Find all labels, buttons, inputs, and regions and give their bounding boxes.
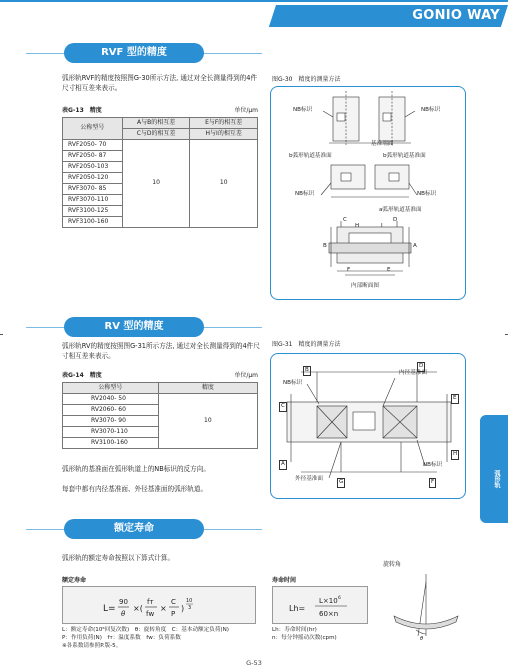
table13-caption: 表G-13 精度 bbox=[62, 107, 102, 114]
fig30-letter: F bbox=[347, 267, 351, 273]
table14 bbox=[62, 382, 258, 449]
life-note-line: ※各系数请参照P.版-5。 bbox=[62, 643, 122, 649]
fig31-letter: E bbox=[451, 394, 459, 404]
time-note-line: n：每分钟摇动次数(cpm) bbox=[272, 635, 337, 641]
fig30-b-left: b弧形轨道基准面 bbox=[289, 153, 332, 159]
svg-text:C: C bbox=[171, 598, 176, 606]
table13-header-ef: E与F的相互差 bbox=[190, 118, 258, 129]
fig30-nb-mid-left: NB标识 bbox=[295, 191, 315, 197]
fig30-nb-right: NB标识 bbox=[421, 107, 441, 113]
svg-text:10: 10 bbox=[186, 598, 193, 604]
side-tab-label: 弧形轨 bbox=[493, 470, 500, 488]
table13-value-ab: 10 bbox=[122, 140, 190, 228]
fig31-nb-bottom: NB标识 bbox=[423, 462, 443, 468]
table13-value-ef: 10 bbox=[190, 140, 258, 228]
life-note-line: L：额定寿命(10⁶回复次数) θ：旋转角度 C：基本动额定负荷(N) bbox=[62, 627, 229, 633]
table-row-model: RV3100-160 bbox=[63, 438, 159, 449]
table-row-model: RVF3070-110 bbox=[63, 195, 123, 206]
swing-angle-figure bbox=[380, 572, 464, 642]
swing-label: 旋转角 bbox=[383, 561, 402, 568]
table-row-model: RVF3070- 85 bbox=[63, 184, 123, 195]
time-note-line: Lh：寿命时间(hr) bbox=[272, 627, 317, 633]
time-notes bbox=[272, 626, 382, 642]
table14-unit: 单位/μm bbox=[234, 372, 258, 379]
time-label: 寿命时间 bbox=[272, 577, 297, 584]
fig30-letter: I bbox=[381, 223, 383, 229]
life-notes bbox=[62, 626, 272, 650]
fig30-letter: D bbox=[393, 217, 398, 223]
section3-title: 额定寿命 bbox=[64, 519, 204, 539]
side-tab[interactable] bbox=[480, 415, 508, 523]
svg-text:P: P bbox=[171, 610, 176, 618]
section1-paragraph: 弧形轨RVF的精度按照图G-30所示方法, 通过对全长测量得到的4件尺寸相互差来表示。 bbox=[62, 74, 258, 92]
life-label: 额定寿命 bbox=[62, 577, 87, 584]
fig30-caption: 图G-30 精度的测量方法 bbox=[272, 76, 341, 83]
table-row-model: RVF2050-103 bbox=[63, 162, 123, 173]
life-formula bbox=[63, 587, 257, 625]
table-row-model: RVF2050-120 bbox=[63, 173, 123, 184]
header-rule bbox=[0, 0, 508, 2]
fig30-b-right: b弧形轨道基准面 bbox=[383, 153, 426, 159]
svg-text:θ: θ bbox=[121, 610, 126, 618]
svg-text:): ) bbox=[181, 604, 185, 613]
table13-header-ab: A与B的相互差 bbox=[122, 118, 190, 129]
fig31-letter: G bbox=[337, 478, 345, 488]
table-row-model: RV3070- 90 bbox=[63, 416, 159, 427]
table-row-model: RVF3100-125 bbox=[63, 206, 123, 217]
fig31-nb-top: NB标识 bbox=[283, 380, 303, 386]
table-row-model: RV2040- 50 bbox=[63, 394, 159, 405]
table-row-model: RVF2050- 70 bbox=[63, 140, 123, 151]
table-row-model: RVF2050- 87 bbox=[63, 151, 123, 162]
svg-text:L=: L= bbox=[103, 604, 116, 614]
fig30-section-title: 内部断面图 bbox=[351, 283, 379, 289]
svg-text:L×10: L×10 bbox=[319, 597, 338, 605]
section2-title: RV 型的精度 bbox=[64, 317, 204, 337]
svg-text:×(: ×( bbox=[133, 604, 143, 613]
table14-caption: 表G-14 精度 bbox=[62, 372, 102, 379]
table13-header-cd: C与D的相互差 bbox=[122, 129, 190, 140]
fig30-base-end: 基准端面 bbox=[371, 141, 394, 147]
table-row-model: RVF3100-160 bbox=[63, 217, 123, 228]
section1-title: RVF 型的精度 bbox=[64, 43, 204, 63]
table13-unit: 单位/μm bbox=[234, 107, 258, 114]
svg-text:6: 6 bbox=[338, 596, 341, 601]
fig31-outer-base: 外径基准面 bbox=[295, 476, 323, 482]
life-formula-box bbox=[62, 586, 256, 624]
fig30-letter: B bbox=[323, 243, 327, 249]
fig31-letter: B bbox=[303, 366, 311, 376]
fig31-letter: A bbox=[279, 460, 287, 470]
page-number: G-53 bbox=[246, 659, 262, 667]
table-row-model: RV2060- 60 bbox=[63, 405, 159, 416]
table13-header-hi: H与I的相互差 bbox=[190, 129, 258, 140]
fig31-caption: 图G-31 精度的测量方法 bbox=[272, 341, 341, 348]
table13-header-model: 公称型号 bbox=[63, 118, 123, 140]
svg-text:Lh=: Lh= bbox=[289, 604, 306, 613]
fig31-box bbox=[270, 353, 466, 499]
svg-text:3: 3 bbox=[188, 605, 192, 611]
fig31-letter: D bbox=[417, 362, 425, 372]
fig30-nb-mid-right: NB标识 bbox=[417, 191, 437, 197]
section2-note2: 每套中都有内径基准面、外径基准面的弧形轨道。 bbox=[62, 485, 208, 493]
svg-text:fᴛ: fᴛ bbox=[147, 598, 154, 606]
brand-title: GONIO WAY bbox=[412, 8, 500, 23]
svg-text:θ: θ bbox=[420, 636, 424, 642]
fig30-a-base: a弧形轨道基准面 bbox=[379, 207, 422, 213]
svg-text:fᴡ: fᴡ bbox=[146, 610, 155, 618]
time-formula bbox=[273, 587, 369, 625]
fig31-letter: H bbox=[451, 450, 459, 460]
table14-header-accuracy: 精度 bbox=[158, 383, 257, 394]
fig30-letter: H bbox=[355, 223, 360, 229]
table14-header-model: 公称型号 bbox=[63, 383, 159, 394]
table-row-model: RV3070-110 bbox=[63, 427, 159, 438]
life-note-line: P：作用负荷(N) fᴛ：温度系数 fᴡ：负荷系数 bbox=[62, 635, 181, 641]
svg-text:×: × bbox=[160, 604, 167, 613]
fig30-letter: C bbox=[343, 217, 347, 223]
svg-text:60×n: 60×n bbox=[319, 610, 339, 618]
table13 bbox=[62, 117, 258, 228]
section2-note1: 弧形轨的基准面在弧形轨道上的NB标识的反方向。 bbox=[62, 465, 210, 473]
margin-tick-left bbox=[0, 334, 3, 335]
fig30-letter: E bbox=[387, 267, 391, 273]
fig31-letter: C bbox=[279, 402, 287, 412]
section3-paragraph: 弧形轨的额定寿命按照以下算式计算。 bbox=[62, 554, 175, 562]
svg-text:90: 90 bbox=[119, 598, 128, 606]
section2-paragraph: 弧形轨RV的精度按照图G-31所示方法, 通过对全长测量得到的4件尺寸相互差来表示。 bbox=[62, 342, 260, 360]
fig30-letter: A bbox=[413, 243, 417, 249]
table14-value: 10 bbox=[158, 394, 257, 449]
fig30-nb-left: NB标识 bbox=[293, 107, 313, 113]
fig31-letter: F bbox=[429, 478, 436, 488]
fig31-inner-base: 内径基准面 bbox=[399, 370, 427, 376]
time-formula-box bbox=[272, 586, 368, 624]
fig30-box bbox=[270, 86, 466, 300]
